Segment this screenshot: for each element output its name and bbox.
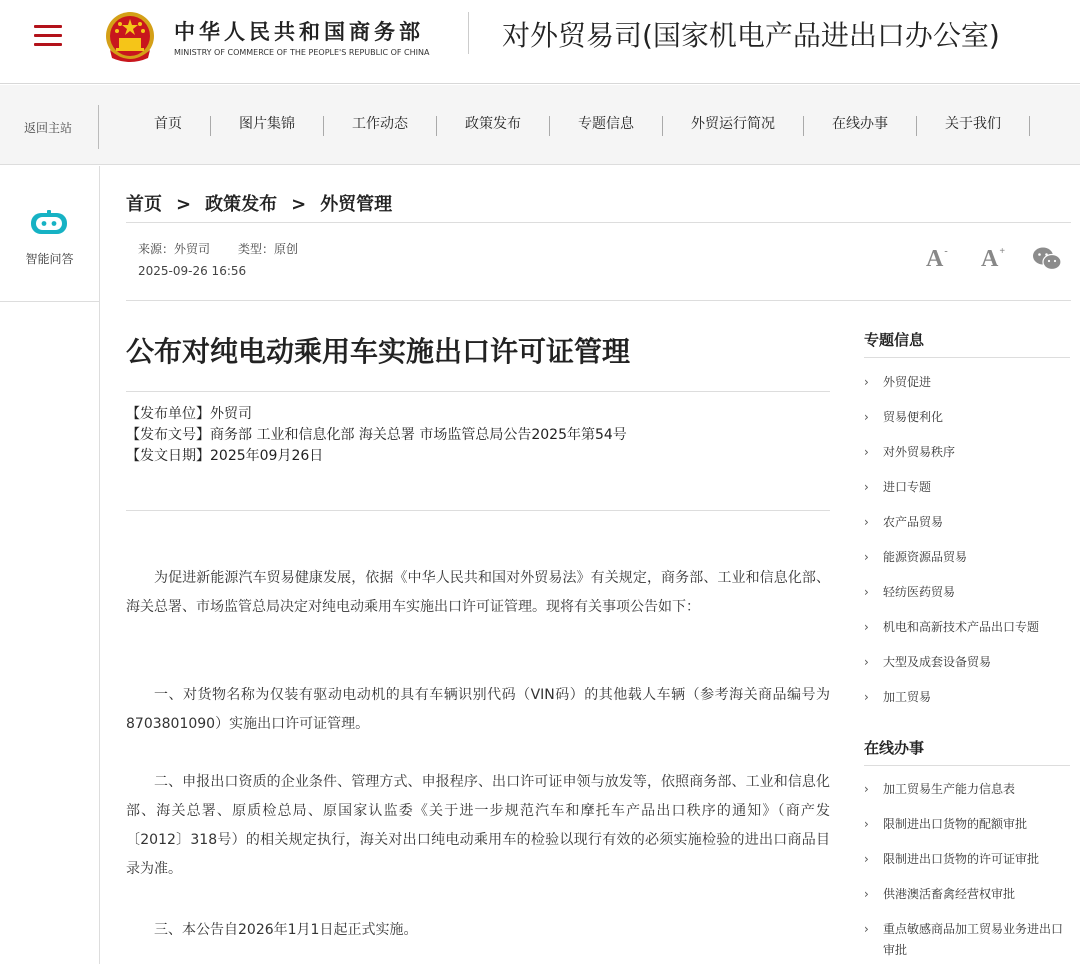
info-date: 【发文日期】2025年09月26日 — [126, 448, 324, 464]
article-title: 公布对纯电动乘用车实施出口许可证管理 — [126, 335, 631, 368]
chevron-right-icon: › — [864, 887, 869, 901]
department-title: 对外贸易司(国家机电产品进出口办公室) — [502, 19, 1000, 52]
breadcrumb-separator: > — [291, 194, 307, 215]
sidebar-topics-divider — [864, 357, 1070, 358]
sidebar-topics-item[interactable] — [864, 582, 1070, 603]
breadcrumb-underline — [126, 222, 1071, 223]
ministry-name-en: MINISTRY OF COMMERCE OF THE PEOPLE'S REPUBLIC OF CHINA — [174, 48, 430, 57]
sidebar-topics-item-label: 加工贸易 — [883, 690, 932, 704]
sidebar-topics-item[interactable] — [864, 372, 1070, 393]
chevron-right-icon: › — [864, 620, 869, 634]
chevron-right-icon: › — [864, 550, 869, 564]
header-divider — [468, 12, 469, 54]
font-decrease-button[interactable] — [926, 246, 948, 273]
chevron-right-icon: › — [864, 690, 869, 704]
ministry-name-cn: 中华人民共和国商务部 — [174, 20, 424, 44]
sidebar-online-item-label: 重点敏感商品加工贸易业务进出口审批 — [883, 922, 1064, 957]
article-info — [126, 404, 627, 467]
sidebar-online-item-label: 加工贸易生产能力信息表 — [883, 782, 1016, 796]
chevron-right-icon: › — [864, 782, 869, 796]
ai-assistant-button[interactable] — [0, 166, 99, 302]
wechat-icon[interactable] — [1032, 246, 1062, 272]
hamburger-menu-icon[interactable] — [34, 25, 62, 47]
breadcrumb-trade-management[interactable]: 外贸管理 — [320, 194, 393, 215]
chevron-right-icon: › — [864, 655, 869, 669]
sidebar-online-item[interactable] — [864, 849, 1070, 870]
sidebar-topics-item-label: 对外贸易秩序 — [883, 445, 956, 459]
sidebar-topics-item-label: 大型及成套设备贸易 — [883, 655, 992, 669]
meta-divider — [126, 300, 1071, 301]
chevron-right-icon: › — [864, 375, 869, 389]
nav-divider — [98, 105, 99, 149]
breadcrumb-home[interactable]: 首页 — [126, 194, 162, 215]
nav-item-gallery[interactable]: 图片集锦 — [211, 116, 324, 136]
sidebar-topics-title: 专题信息 — [864, 331, 925, 349]
nav-item-trade-overview[interactable]: 外贸运行简况 — [663, 116, 804, 136]
sidebar-online-item[interactable] — [864, 884, 1070, 905]
nav-items — [126, 116, 1030, 136]
sidebar-topics-item-label: 农产品贸易 — [883, 515, 944, 529]
sidebar-topics-item-label: 机电和高新技术产品出口专题 — [883, 620, 1040, 634]
font-increase-label: A — [981, 246, 999, 272]
info-divider — [126, 510, 830, 511]
title-divider — [126, 391, 830, 392]
sidebar-online-item[interactable] — [864, 814, 1070, 835]
font-decrease-sign: - — [944, 246, 948, 257]
sidebar-online-item-label: 限制进出口货物的配额审批 — [883, 817, 1028, 831]
ai-assistant-label: 智能问答 — [25, 252, 74, 266]
font-decrease-label: A — [926, 246, 944, 272]
main-nav — [0, 85, 1080, 165]
nav-item-about[interactable]: 关于我们 — [917, 116, 1030, 136]
article-paragraph: 一、对货物名称为仅装有驱动电动机的具有车辆识别代码（VIN码）的其他载人车辆（参考海关商品编号为8703801090）实施出口许可证管理。 — [126, 687, 830, 732]
article-paragraph: 三、本公告自2026年1月1日起正式实施。 — [154, 922, 418, 938]
site-header — [0, 0, 1080, 84]
chatbot-icon — [30, 210, 68, 236]
breadcrumb — [126, 190, 392, 216]
sidebar-topics-item-label: 贸易便利化 — [883, 410, 944, 424]
sidebar-topics-item-label: 轻纺医药贸易 — [883, 585, 956, 599]
sidebar-topics-item-label: 能源资源品贸易 — [883, 550, 968, 564]
chevron-right-icon: › — [864, 852, 869, 866]
article-paragraph: 为促进新能源汽车贸易健康发展，依据《中华人民共和国对外贸易法》有关规定，商务部、工业和信息化部、海关总署、市场监管总局决定对纯电动乘用车实施出口许可证管理。现将有关事项公告如下： — [126, 570, 830, 615]
meta-datetime: 2025-09-26 16:56 — [138, 264, 247, 278]
sidebar-topics-item[interactable] — [864, 652, 1070, 673]
info-publisher: 【发布单位】外贸司 — [126, 406, 252, 422]
article-meta — [138, 240, 326, 257]
sidebar-topics-item[interactable] — [864, 407, 1070, 428]
meta-source: 来源：外贸司 — [138, 242, 211, 256]
nav-item-online-services[interactable]: 在线办事 — [804, 116, 917, 136]
chevron-right-icon: › — [864, 410, 869, 424]
info-doc-number: 【发布文号】商务部 工业和信息化部 海关总署 市场监管总局公告2025年第54号 — [126, 427, 627, 443]
sidebar-online-item-label: 供港澳活畜禽经营权审批 — [883, 887, 1016, 901]
nav-item-topics[interactable]: 专题信息 — [550, 116, 663, 136]
sidebar-topics-item[interactable] — [864, 477, 1070, 498]
chevron-right-icon: › — [864, 817, 869, 831]
article-paragraph: 二、申报出口资质的企业条件、管理方式、申报程序、出口许可证申领与放发等，依照商务部、工业和信息化部、海关总署、原质检总局、原国家认监委《关于进一步规范汽车和摩托车产品出口秩序的通知》（商产发〔2012〕318号）的相关规定执行，海关对出口纯电动乘用车的检验以现行有效的必须实施检验的进出口商品目录为准。 — [126, 774, 830, 877]
breadcrumb-policy[interactable]: 政策发布 — [205, 194, 278, 215]
nav-item-home[interactable]: 首页 — [126, 116, 211, 136]
sidebar-topics-item[interactable] — [864, 617, 1070, 638]
sidebar-online-title: 在线办事 — [864, 739, 925, 757]
chevron-right-icon: › — [864, 922, 869, 936]
sidebar-online-item[interactable] — [864, 779, 1070, 800]
sidebar-topics-item[interactable] — [864, 547, 1070, 568]
sidebar-topics-item-label: 外贸促进 — [883, 375, 932, 389]
meta-type: 类型：原创 — [238, 242, 299, 256]
sidebar-online-item-label: 限制进出口货物的许可证审批 — [883, 852, 1040, 866]
breadcrumb-separator: > — [176, 194, 192, 215]
sidebar-online-item[interactable] — [864, 919, 1070, 961]
left-rail — [0, 166, 100, 964]
sidebar-online-divider — [864, 765, 1070, 766]
back-home-link[interactable]: 返回主站 — [24, 121, 73, 135]
sidebar-topics-item[interactable] — [864, 687, 1070, 708]
font-increase-sign: + — [999, 246, 1006, 257]
sidebar-topics-item[interactable] — [864, 442, 1070, 463]
font-increase-button[interactable] — [981, 246, 1005, 273]
chevron-right-icon: › — [864, 515, 869, 529]
chevron-right-icon: › — [864, 585, 869, 599]
sidebar-topics-item-label: 进口专题 — [883, 480, 932, 494]
chevron-right-icon: › — [864, 480, 869, 494]
sidebar-topics-item[interactable] — [864, 512, 1070, 533]
nav-item-policy[interactable]: 政策发布 — [437, 116, 550, 136]
chevron-right-icon: › — [864, 445, 869, 459]
national-emblem-icon — [104, 10, 156, 64]
nav-item-work-news[interactable]: 工作动态 — [324, 116, 437, 136]
